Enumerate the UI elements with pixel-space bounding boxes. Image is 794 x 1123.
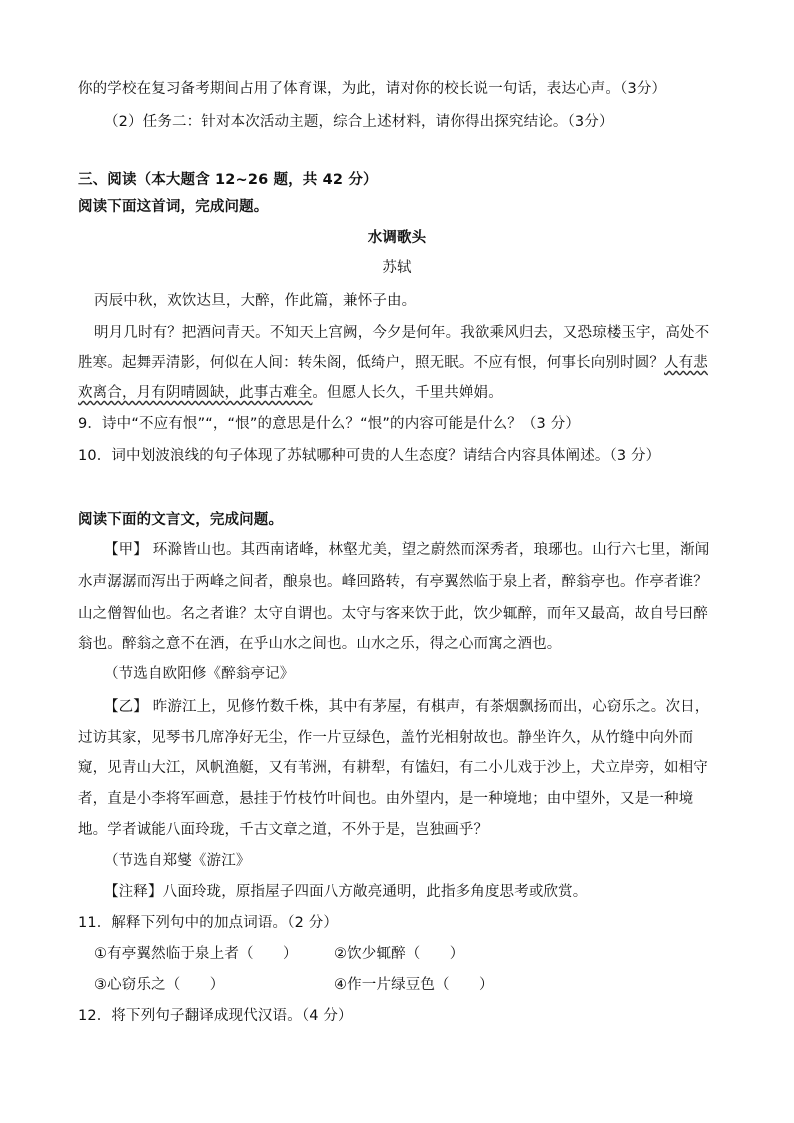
poem-preface: 丙辰中秋，欢饮达旦，大醉，作此篇，兼怀子由。 xyxy=(94,293,417,309)
poem-line: 明月几时有？把酒问青天。不知天上宫阙，今夕是何年。我欲乘风归去，又恐琼楼玉宇，高处不 xyxy=(94,325,710,341)
poem-text: 。但愿人长久，千里共婵娟。 xyxy=(312,385,503,401)
question-11-item: ①有亭翼然临于泉上者（ ） xyxy=(94,946,298,962)
annotation-note: 【注释】八面玲珑，原指屋子四面八方敞亮通明，此指多角度思考或欣赏。 xyxy=(104,884,588,900)
passage-jia-line: 翁也。醉翁之意不在酒，在乎山水之间也。山水之乐，得之心而寓之酒也。 xyxy=(78,636,562,652)
intro-line: 你的学校在复习备考期间占用了体育课，为此，请对你的校长说一句话，表达心声。（3分） xyxy=(78,81,667,97)
poem-line xyxy=(78,383,503,403)
poem-text: 胜寒。起舞弄清影，何似在人间：转朱阁，低绮户，照无眠。不应有恨，何事长向别时圆？ xyxy=(78,355,664,371)
question-9: 9．诗中“不应有恨”“，“恨”的意思是什么？“恨”的内容可能是什么？（3 分） xyxy=(78,416,580,432)
question-10: 10．词中划波浪线的句子体现了苏轼哪种可贵的人生态度？请结合内容具体阐述。（3 分） xyxy=(78,448,661,464)
wavy-underlined-text: 欢离合，月有阴晴圆缺，此事古难全 xyxy=(78,385,313,401)
question-11-item: ④作一片绿豆色（ ） xyxy=(334,977,494,993)
poem-author: 苏轼 xyxy=(382,260,412,276)
passage-yi-line: 过访其家，见琴书几席净好无尘，作一片豆绿色，盖竹光相射故也。静坐许久，从竹缝中向外而 xyxy=(78,730,694,746)
task-two: （2）任务二：针对本次活动主题，综合上述材料，请你得出探究结论。（3分） xyxy=(104,114,614,130)
passage-jia-source: （节选自欧阳修《醉翁亭记》 xyxy=(104,666,295,682)
passage-yi-line: 【乙】 昨游江上，见修竹数千株，其中有茅屋，有棋声，有茶烟飘扬而出，心窃乐之。次日， xyxy=(104,699,710,715)
passage-yi-line: 地。学者诚能八面玲珑，千古文章之道，不外于是，岂独画乎？ xyxy=(78,822,489,838)
passage-jia-line: 山之僧智仙也。名之者谁？太守自谓也。太守与客来饮于此，饮少辄醉，而年又最高，故自号曰醉 xyxy=(78,606,708,622)
passage-jia-line: 【甲】 环滁皆山也。其西南诸峰，林壑尤美，望之蔚然而深秀者，琅琊也。山行六七里，渐闻 xyxy=(104,542,710,558)
passage-yi-line: 窥，见青山大江，风帆渔艇，又有苇洲，有耕犁，有馌妇，有二小儿戏于沙上，犬立岸旁，如相守 xyxy=(78,760,708,776)
passage-yi-line: 者，直是小李将军画意，悬挂于竹枝竹叶间也。由外望内，是一种境地；由中望外，又是一种境 xyxy=(78,791,694,807)
poem-instruction: 阅读下面这首词，完成问题。 xyxy=(78,199,269,215)
poem-line xyxy=(78,353,708,373)
section-heading: 三、阅读（本大题含 12~26 题，共 42 分） xyxy=(78,172,378,188)
question-11: 11．解释下列句中的加点词语。（2 分） xyxy=(78,915,339,931)
passage-jia-line: 水声潺潺而泻出于两峰之间者，酿泉也。峰回路转，有亭翼然临于泉上者，醉翁亭也。作亭者谁？ xyxy=(78,574,708,590)
question-11-item: ③心窃乐之（ ） xyxy=(94,977,225,993)
classical-instruction: 阅读下面的文言文，完成问题。 xyxy=(78,512,284,528)
wavy-underlined-text: 人有悲 xyxy=(664,355,708,371)
question-11-item: ②饮少辄醉（ ） xyxy=(334,946,465,962)
question-12: 12．将下列句子翻译成现代汉语。（4 分） xyxy=(78,1008,353,1024)
poem-title: 水调歌头 xyxy=(367,230,427,246)
passage-yi-source: （节选自郑燮《游江》 xyxy=(104,853,251,869)
